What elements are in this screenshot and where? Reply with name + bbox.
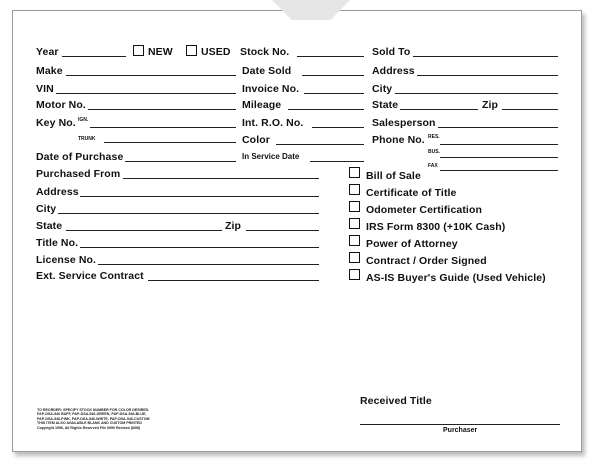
date-of-purchase-label: Date of Purchase	[36, 151, 124, 163]
buyer-zip-label: Zip	[482, 99, 499, 111]
purchased-from-label: Purchased From	[36, 168, 121, 180]
certificate-of-title-checkbox[interactable]	[349, 184, 360, 195]
trunk-key-field[interactable]	[104, 142, 236, 143]
contract-order-signed-label: Contract / Order Signed	[366, 255, 487, 267]
power-of-attorney-checkbox[interactable]	[349, 235, 360, 246]
ext-service-contract-label: Ext. Service Contract	[36, 270, 144, 282]
buyer-state-field[interactable]	[400, 109, 478, 110]
mileage-field[interactable]	[288, 109, 364, 110]
fine-print-line: PAP-DSA-546-PINK, PAP-DSA-546-WHITE, PAP-DSA-546-CUSTOM	[37, 416, 150, 421]
purchased-from-field[interactable]	[123, 178, 319, 179]
contract-order-signed-checkbox[interactable]	[349, 252, 360, 263]
used-checkbox[interactable]	[186, 45, 197, 56]
buyer-state-label: State	[372, 99, 399, 111]
date-sold-field[interactable]	[302, 75, 364, 76]
color-field[interactable]	[276, 144, 364, 145]
state-label: State	[36, 220, 63, 232]
in-service-date-field[interactable]	[310, 161, 364, 162]
int-ro-no-label: Int. R.O. No.	[242, 117, 304, 129]
buyer-city-label: City	[372, 83, 393, 95]
city-field[interactable]	[58, 213, 319, 214]
mileage-label: Mileage	[242, 99, 282, 111]
zip-field[interactable]	[246, 230, 319, 231]
buyer-zip-field[interactable]	[502, 109, 558, 110]
date-sold-label: Date Sold	[242, 65, 292, 77]
phone-bus-label: BUS.	[428, 149, 440, 155]
buyer-address-label: Address	[372, 65, 415, 77]
bill-of-sale-label: Bill of Sale	[366, 170, 421, 182]
key-label: Key No.	[36, 117, 76, 129]
phone-res-label: RES.	[428, 134, 440, 140]
purchaser-label: Purchaser	[443, 427, 478, 434]
invoice-no-label: Invoice No.	[242, 83, 300, 95]
fine-print-line: PAP-DSA-546 BUFF, PAP-DSA-546-GREEN, PAP-DSA-546-BLUE,	[37, 412, 147, 417]
irs-form-8300-checkbox[interactable]	[349, 218, 360, 229]
make-field[interactable]	[66, 75, 236, 76]
trunk-label: TRUNK	[78, 136, 96, 142]
irs-form-8300-label: IRS Form 8300 (+10K Cash)	[366, 221, 506, 233]
license-no-label: License No.	[36, 254, 97, 266]
license-no-field[interactable]	[98, 264, 319, 265]
sold-to-label: Sold To	[372, 46, 411, 58]
bill-of-sale-checkbox[interactable]	[349, 167, 360, 178]
salesperson-label: Salesperson	[372, 117, 436, 129]
motor-label: Motor No.	[36, 99, 86, 111]
new-checkbox[interactable]	[133, 45, 144, 56]
stock-no-label: Stock No.	[240, 46, 290, 58]
color-label: Color	[242, 134, 270, 146]
zip-label: Zip	[225, 220, 242, 232]
stock-no-field[interactable]	[297, 56, 364, 57]
date-of-purchase-field[interactable]	[125, 161, 236, 162]
phone-bus-field[interactable]	[440, 157, 558, 158]
fine-print-line: Copyright 1996, All Rights Reserved File 6990 Revised (8/98)	[37, 425, 141, 430]
vin-field[interactable]	[56, 93, 236, 94]
purchaser-signature-field[interactable]	[360, 424, 560, 425]
phone-no-label: Phone No.	[372, 134, 425, 146]
title-no-field[interactable]	[80, 247, 319, 248]
new-label: NEW	[148, 46, 173, 58]
motor-field[interactable]	[88, 109, 236, 110]
address-field[interactable]	[80, 196, 319, 197]
as-is-buyers-guide-checkbox[interactable]	[349, 269, 360, 280]
odometer-certification-label: Odometer Certification	[366, 204, 482, 216]
city-label: City	[36, 203, 57, 215]
vin-label: VIN	[36, 83, 54, 95]
address-label: Address	[36, 186, 79, 198]
ign-label: IGN.	[78, 117, 89, 123]
make-label: Make	[36, 65, 63, 77]
year-label: Year	[36, 46, 59, 58]
buyer-city-field[interactable]	[395, 93, 558, 94]
fine-print-line: TO REORDER: SPECIFY STOCK NUMBER FOR COLOR DESIRED.	[37, 408, 150, 412]
fine-print-line: THIS ITEM ALSO AVAILABLE BLANK AND CUSTOM PRINTED	[37, 421, 143, 426]
sold-to-field[interactable]	[413, 56, 558, 57]
salesperson-field[interactable]	[438, 127, 558, 128]
invoice-no-field[interactable]	[304, 93, 364, 94]
as-is-buyers-guide-label: AS-IS Buyer's Guide (Used Vehicle)	[366, 272, 546, 284]
used-label: USED	[201, 46, 231, 58]
state-field[interactable]	[66, 230, 222, 231]
odometer-certification-checkbox[interactable]	[349, 201, 360, 212]
certificate-of-title-label: Certificate of Title	[366, 187, 457, 199]
year-field[interactable]	[62, 56, 126, 57]
phone-res-field[interactable]	[440, 144, 558, 145]
title-no-label: Title No.	[36, 237, 79, 249]
ext-service-contract-field[interactable]	[148, 280, 319, 281]
reorder-fine-print	[37, 408, 197, 430]
power-of-attorney-label: Power of Attorney	[366, 238, 458, 250]
received-title-label: Received Title	[360, 395, 432, 407]
ign-key-field[interactable]	[90, 127, 236, 128]
phone-fax-label: FAX	[428, 163, 438, 169]
phone-fax-field[interactable]	[440, 170, 558, 171]
buyer-address-field[interactable]	[417, 75, 558, 76]
int-ro-no-field[interactable]	[312, 127, 364, 128]
in-service-date-label: In Service Date	[242, 152, 300, 161]
